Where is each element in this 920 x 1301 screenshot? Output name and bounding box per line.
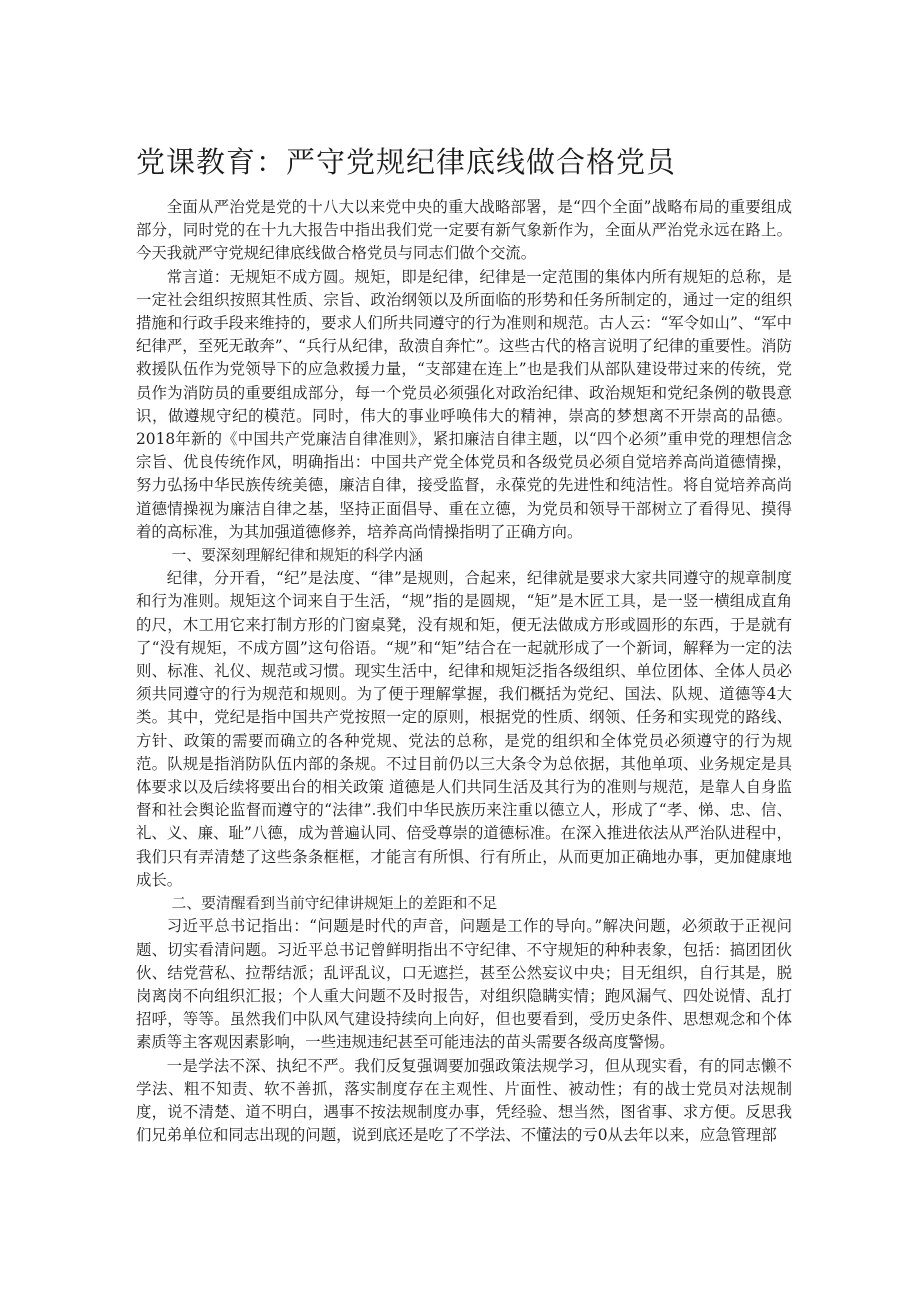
section-heading: 二、要清醒看到当前守纪律讲规矩上的差距和不足: [171, 895, 498, 913]
document-body: [136, 196, 792, 1147]
section-heading: 一、要深刻理解纪律和规矩的科学内涵: [171, 547, 424, 565]
page-title: 党课教育：严守党规纪律底线做合格党员: [136, 145, 677, 179]
body-paragraph: 常言道：无规矩不成方圆。规矩，即是纪律，纪律是一定范围的集体内所有规矩的总称，是一定社会组织按照其性质、宗旨、政治纲领以及所面临的形势和任务所制定的，通过一定的组织措施和行政手段来维持的，要求人们所共同遵守的行为准则和规范。古人云：“军令如山”、“军中纪律严，至死无敢奔”、“兵行从纪律，敌溃自奔忙”。这些古代的格言说明了纪律的重要性。消防救援队伍作为党领导下的应急救援力量，“支部建在连上”也是我们从部队建设带过来的传统，党员作为消防员的重要组成部分，每一个党员必须强化对政治纪律、政治规矩和党纪条例的敬畏意识，做遵规守纪的模范。同时，伟大的事业呼唤伟大的精神，崇高的梦想离不开崇高的品德。2018年新的《中国共产党廉洁自律准则》，紧扣廉洁自律主题，以“四个必须”重申党的理想信念宗旨、优良传统作风，明确指出：中国共产党全体党员和各级党员必须自觉培养高尚道德情操，努力弘扬中华民族传统美德，廉洁自律，接受监督，永葆党的先进性和纯洁性。将自觉培养高尚道德情操视为廉洁自律之基，坚持正面倡导、重在立德，为党员和领导干部树立了看得见、摸得着的高标准，为其加强道德修养，培养高尚情操指明了正确方向。: [136, 267, 792, 541]
intro-paragraph: 全面从严治党是党的十八大以来党中央的重大战略部署，是“四个全面”战略布局的重要组成部分，同时党的在十九大报告中指出我们党一定要有新气象新作为，全面从严治党永远在路上。今天我就严守党规纪律底线做合格党员与同志们做个交流。: [136, 198, 792, 263]
body-paragraph: 纪律，分开看，“纪”是法度、“律”是规则，合起来，纪律就是要求大家共同遵守的规章制度和行为准则。规矩这个词来自于生活，“规”指的是圆规，“矩”是木匠工具，是一竖一横组成直角的尺，木工用它来打制方形的门窗桌凳，没有规和矩，便无法做成方形或圆形的东西，于是就有了“没有规矩，不成方圆”这句俗语。“规”和“矩”结合在一起就形成了一个新词，解释为一定的法则、标准、礼仪、规范或习惯。现实生活中，纪律和规矩泛指各级组织、单位团体、全体人员必须共同遵守的行为规范和规则。为了便于理解掌握，我们概括为党纪、国法、队规、道德等4大类。其中，党纪是指中国共产党按照一定的原则，根据党的性质、纲领、任务和实现党的路线、方针、政策的需要而确立的各种党规、党法的总称，是党的组织和全体党员必须遵守的行为规范。队规是指消防队伍内部的条规。不过目前仍以三大条令为总依据，其他单项、业务规定是具体要求以及后续将要出台的相关政策 道德是人们共同生活及其行为的准则与规范，是靠人自身监督和社会舆论监督而遵守的“法律”.我们中华民族历来注重以德立人，形成了“孝、悌、忠、信、礼、义、廉、耻”八德，成为普遍认同、倍受尊崇的道德标准。在深入推进依法从严治队进程中，我们只有弄清楚了这些条条框框，才能言有所惧、行有所止，从而更加正确地办事，更加健康地成长。: [136, 569, 792, 889]
body-paragraph: 一是学法不深、执纪不严。我们反复强调要加强政策法规学习，但从现实看，有的同志懒不学法、粗不知责、软不善抓，落实制度存在主观性、片面性、被动性；有的战士党员对法规制度，说不清楚、道不明白，遇事不按法规制度办事，凭经验、想当然，图省事、求方便。反思我们兄弟单位和同志出现的问题，说到底还是吃了不学法、不懂法的亏0从去年以来，应急管理部: [136, 1056, 792, 1145]
body-paragraph: 习近平总书记指出：“问题是时代的声音，问题是工作的导向。”解决问题，必须敢于正视问题、切实看清问题。习近平总书记曾鲜明指出不守纪律、不守规矩的种种表象，包括：搞团团伙伙、结党营私、拉帮结派；乱评乱议，口无遮拦，甚至公然妄议中央；目无组织，自行其是，脱岗离岗不向组织汇报；个人重大问题不及时报告，对组织隐瞒实情；跑风漏气、四处说情、乱打招呼，等等。虽然我们中队风气建设持续向上向好，但也要看到，受历史条件、思想观念和个体素质等主客观因素影响，一些违规违纪甚至可能违法的苗头需要各级高度警惕。: [136, 917, 792, 1052]
